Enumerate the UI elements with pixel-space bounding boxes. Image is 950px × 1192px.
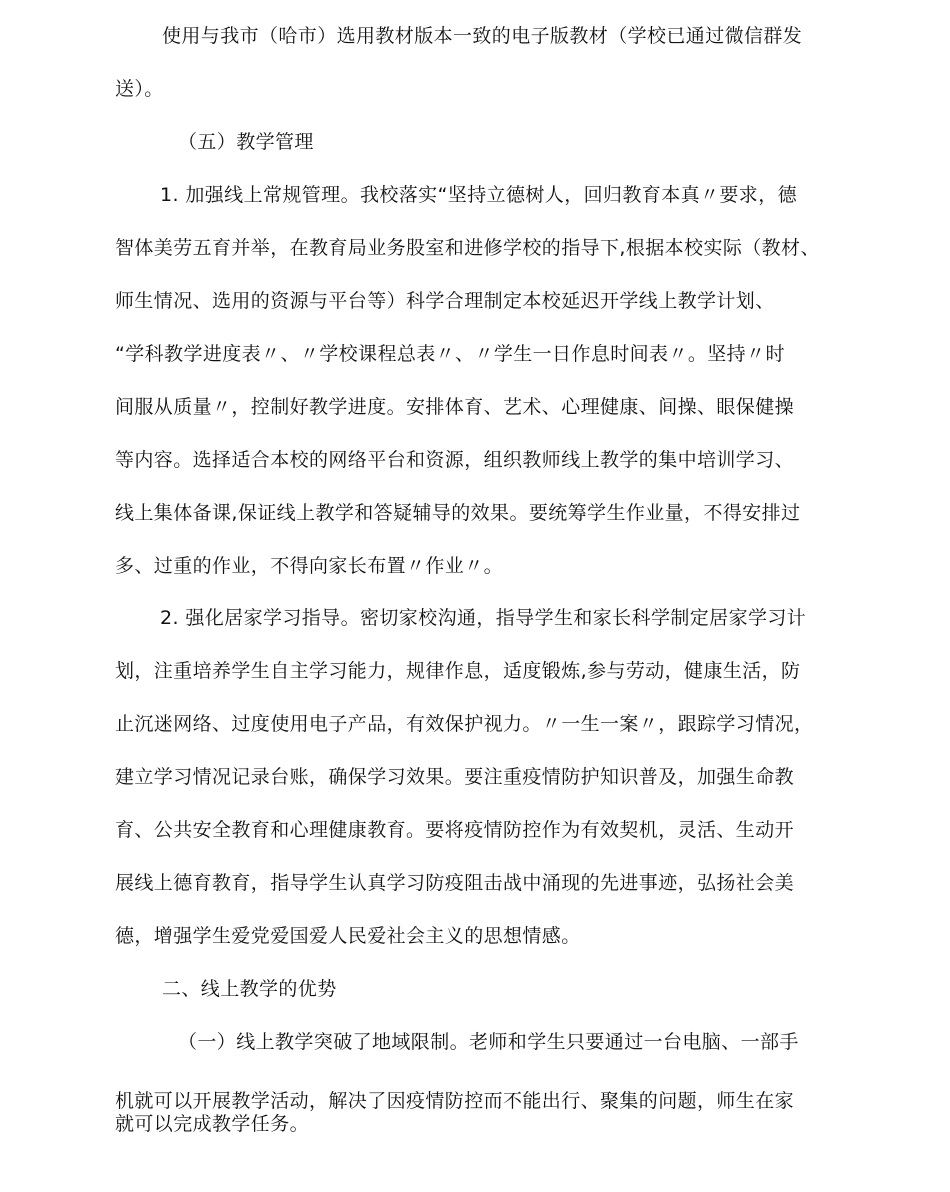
text-line: 就可以完成教学任务。 [115,1113,310,1135]
text-line: 线上集体备课,保证线上教学和答疑辅导的效果。要统筹学生作业量，不得安排过 [115,502,801,524]
text-line: 使用与我市（哈市）选用教材版本一致的电子版教材（学校已通过微信群发 [162,25,803,47]
text-line: 多、过重的作业，不得向家长布置〃作业〃。 [115,555,504,577]
text-line: 展线上德育教育，指导学生认真学习防疫阻击战中涌现的先进事迹，弘扬社会美 [115,872,795,894]
text-line: 1. 加强线上常规管理。我校落实“坚持立德树人，回归教育本真〃要求，德 [160,184,798,206]
section-heading: 二、线上教学的优势 [162,978,337,1000]
text-line: 机就可以开展教学活动，解决了因疫情防控而不能出行、聚集的问题，师生在家 [115,1090,795,1112]
text-line: 2. 强化居家学习指导。密切家校沟通，指导学生和家长科学制定居家学习计 [160,607,807,629]
text-line: （一）线上教学突破了地域限制。老师和学生只要通过一台电脑、一部手 [178,1031,799,1053]
text-line: 送）。 [115,78,164,100]
text-line: 止沉迷网络、过度使用电子产品，有效保护视力。〃一生一案〃，跟踪学习情况， [115,713,814,735]
text-line: 建立学习情况记录台账，确保学习效果。要注重疫情防护知识普及，加强生命教 [115,766,795,788]
section-heading: （五）教学管理 [178,131,314,153]
text-line: 划，注重培养学生自主学习能力，规律作息，适度锻炼,参与劳动，健康生活，防 [115,660,801,682]
text-line: 等内容。选择适合本校的网络平台和资源，组织教师线上教学的集中培训学习、 [115,449,795,471]
text-line: 智体美劳五育并举，在教育局业务股室和进修学校的指导下,根据本校实际（教材、 [115,237,820,259]
text-line: 师生情况、选用的资源与平台等）科学合理制定本校延迟开学线上教学计划、 [115,290,775,312]
text-line: 育、公共安全教育和心理健康教育。要将疫情防控作为有效契机，灵活、生动开 [115,819,795,841]
text-line: “学科教学进度表〃、〃学校课程总表〃、〃学生一日作息时间表〃。坚持〃时 [115,343,785,365]
text-line: 间服从质量〃，控制好教学进度。安排体育、艺术、心理健康、间操、眼保健操 [115,396,795,418]
text-line: 德，增强学生爱党爱国爱人民爱社会主义的思想情感。 [115,925,581,947]
